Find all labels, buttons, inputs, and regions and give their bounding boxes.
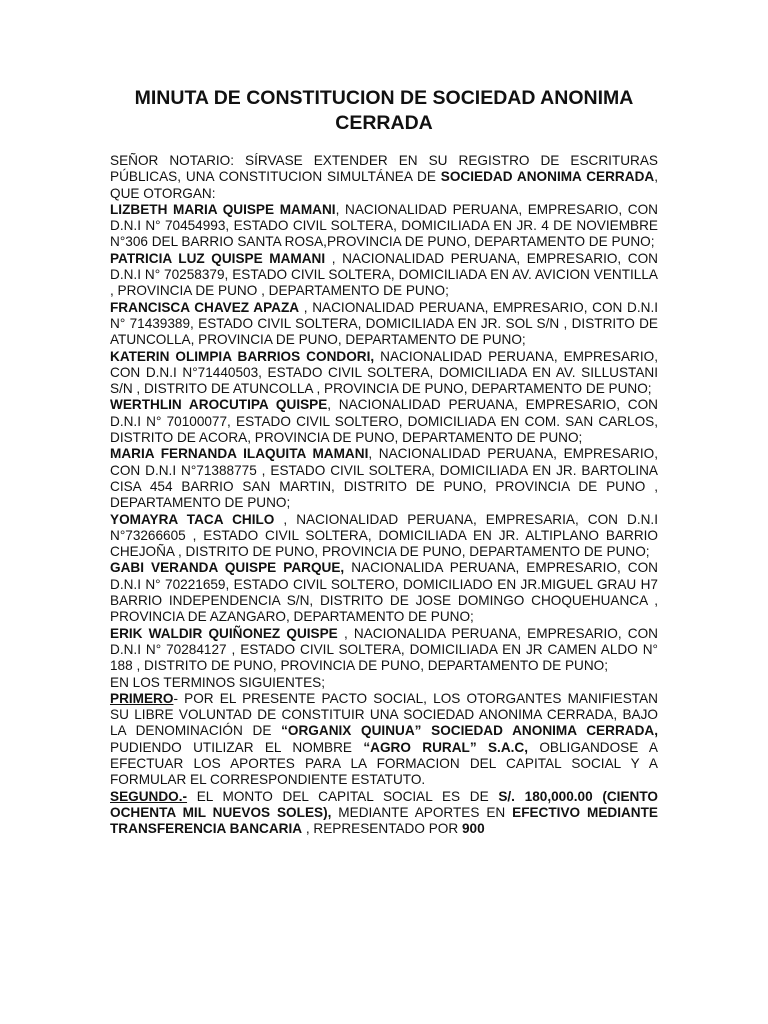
party-name: MARIA FERNANDA ILAQUITA MAMANI	[110, 446, 369, 462]
party-details: , NACIONALIDAD PERUANA, EMPRESARIO, CON D.N.I N° 70454993, ESTADO CIVIL SOLTERA, DOMICILIADA EN JR. 4 DE NOVIEMBRE N°306 DEL BARRIO SANTA ROSA,PROVINCIA DE PUNO, DEPARTAMENTO DE PUNO;	[110, 201, 659, 250]
party-paragraph	[110, 349, 658, 398]
party-name: PATRICIA LUZ QUISPE MAMANI	[110, 250, 326, 266]
clause-text: MEDIANTE APORTES EN	[331, 804, 513, 820]
party-paragraph	[110, 251, 658, 300]
clause-text: , REPRESENTADO POR	[302, 821, 462, 837]
party-details: , NACIONALIDAD PERUANA, EMPRESARIO, CON D.N.I N°71388775 , ESTADO CIVIL SOLTERA, DOMICILIADA EN JR. BARTOLINA CISA 454 BARRIO SAN MARTIN, DISTRITO DE PUNO, PROVINCIA DE PUNO , DEPARTAMENTO DE PUNO;	[110, 446, 658, 511]
party-details: , NACIONALIDA PERUANA, EMPRESARIO, CON D.N.I N° 70284127 , ESTADO CIVIL SOLTERA, DOMICILIADA EN JR CAMEN ALDO N° 188 , DISTRITO DE PUNO, PROVINCIA DE PUNO, DEPARTAMENTO DE PUNO;	[110, 625, 658, 674]
title-line-1: MINUTA DE CONSTITUCION DE SOCIEDAD ANONIMA	[134, 87, 634, 109]
clause-primero-label: PRIMERO	[110, 690, 174, 706]
party-name: KATERIN OLIMPIA BARRIOS CONDORI,	[110, 348, 375, 364]
party-paragraph	[110, 626, 658, 675]
document-title	[110, 86, 658, 136]
terms-intro: EN LOS TERMINOS SIGUIENTES;	[110, 674, 326, 690]
party-name: LIZBETH MARIA QUISPE MAMANI	[110, 201, 336, 217]
party-details: NACIONALIDA PERUANA, EMPRESARIO, CON D.N.I N° 70221659, ESTADO CIVIL SOLTERO, DOMICILIADO EN JR.MIGUEL GRAU H7 BARRIO INDEPENDENCIA S/N, DISTRITO DE JOSE DOMINGO CHOQUEHUANCA , PROVINCIA DE AZANGARO, DEPARTAMENTO DE PUNO;	[110, 560, 658, 625]
party-paragraph	[110, 202, 658, 251]
party-name: WERTHLIN AROCUTIPA QUISPE	[110, 397, 328, 413]
intro-paragraph	[110, 153, 658, 202]
clause-segundo	[110, 789, 658, 838]
clause-primero	[110, 691, 658, 789]
clause-segundo-label: SEGUNDO.-	[110, 788, 188, 804]
intro-bold: SOCIEDAD ANONIMA CERRADA	[440, 169, 655, 185]
document-body	[110, 153, 658, 837]
party-name: GABI VERANDA QUISPE PARQUE,	[110, 560, 345, 576]
party-paragraph	[110, 446, 658, 511]
intro-tail: , QUE OTORGAN:	[110, 169, 658, 201]
party-paragraph	[110, 560, 658, 625]
intro-text: SEÑOR NOTARIO: SÍRVASE EXTENDER EN SU REGISTRO DE ESCRITURAS PÚBLICAS, UNA CONSTITUCION SIMULTÁNEA DE	[110, 153, 658, 185]
clause-text: OBLIGANDOSE A EFECTUAR LOS APORTES PARA LA FORMACION DEL CAPITAL SOCIAL Y A FORMULAR EL CORRESPONDIENTE ESTATUTO.	[110, 739, 658, 788]
contribution-type: EFECTIVO MEDIANTE TRANSFERENCIA BANCARIA	[110, 804, 658, 837]
share-count: 900	[461, 821, 485, 837]
company-name: “ORGANIX QUINUA” SOCIEDAD ANONIMA CERRADA,	[281, 723, 658, 739]
trade-name: “AGRO RURAL” S.A.C,	[363, 739, 529, 755]
party-paragraph	[110, 397, 658, 446]
party-details: , NACIONALIDAD PERUANA, EMPRESARIO, CON D.N.I N° 71439389, ESTADO CIVIL SOLTERA, DOMICILIADA EN JR. SOL S/N , DISTRITO DE ATUNCOLLA, PROVINCIA DE PUNO, DEPARTAMENTO DE PUNO;	[110, 299, 658, 348]
party-name: YOMAYRA TACA CHILO	[110, 511, 275, 527]
party-name: FRANCISCA CHAVEZ APAZA	[110, 299, 300, 315]
party-name: ERIK WALDIR QUIÑONEZ QUISPE	[110, 625, 338, 641]
party-details: , NACIONALIDAD PERUANA, EMPRESARIA, CON D.N.I N°73266605 , ESTADO CIVIL SOLTERA, DOMICILIADA EN JR. ALTIPLANO BARRIO CHEJOÑA , DISTRITO DE PUNO, PROVINCIA DE PUNO, DEPARTAMENTO DE PUNO;	[110, 511, 658, 560]
clause-text: PUDIENDO UTILIZAR EL NOMBRE	[110, 739, 364, 755]
party-details: NACIONALIDAD PERUANA, EMPRESARIO, CON D.N.I N°71440503, ESTADO CIVIL SOLTERA, DOMICILIADA EN AV. SILLUSTANI S/N , DISTRITO DE ATUNCOLLA , PROVINCIA DE PUNO, DEPARTAMENTO DE PUNO;	[110, 348, 658, 397]
party-paragraph	[110, 300, 658, 349]
party-details: , NACIONALIDAD PERUANA, EMPRESARIO, CON D.N.I N° 70100077, ESTADO CIVIL SOLTERO, DOMICILIADA EN COM. SAN CARLOS, DISTRITO DE ACORA, PROVINCIA DE PUNO, DEPARTAMENTO DE PUNO;	[110, 397, 658, 446]
party-paragraph	[110, 512, 658, 561]
party-details: , NACIONALIDAD PERUANA, EMPRESARIO, CON D.N.I N° 70258379, ESTADO CIVIL SOLTERA, DOMICILIADA EN AV. AVICION VENTILLA , PROVINCIA DE PUNO , DEPARTAMENTO DE PUNO;	[110, 250, 658, 299]
title-line-2: CERRADA	[335, 112, 433, 134]
clause-text: EL MONTO DEL CAPITAL SOCIAL ES DE	[187, 788, 499, 804]
capital-amount: S/. 180,000.00 (CIENTO OCHENTA MIL NUEVOS SOLES),	[110, 788, 658, 820]
clause-text: - POR EL PRESENTE PACTO SOCIAL, LOS OTORGANTES MANIFIESTAN SU LIBRE VOLUNTAD DE CONSTITUIR UNA SOCIEDAD ANONIMA CERRADA, BAJO LA DENOMINACIÓN DE	[110, 690, 658, 739]
